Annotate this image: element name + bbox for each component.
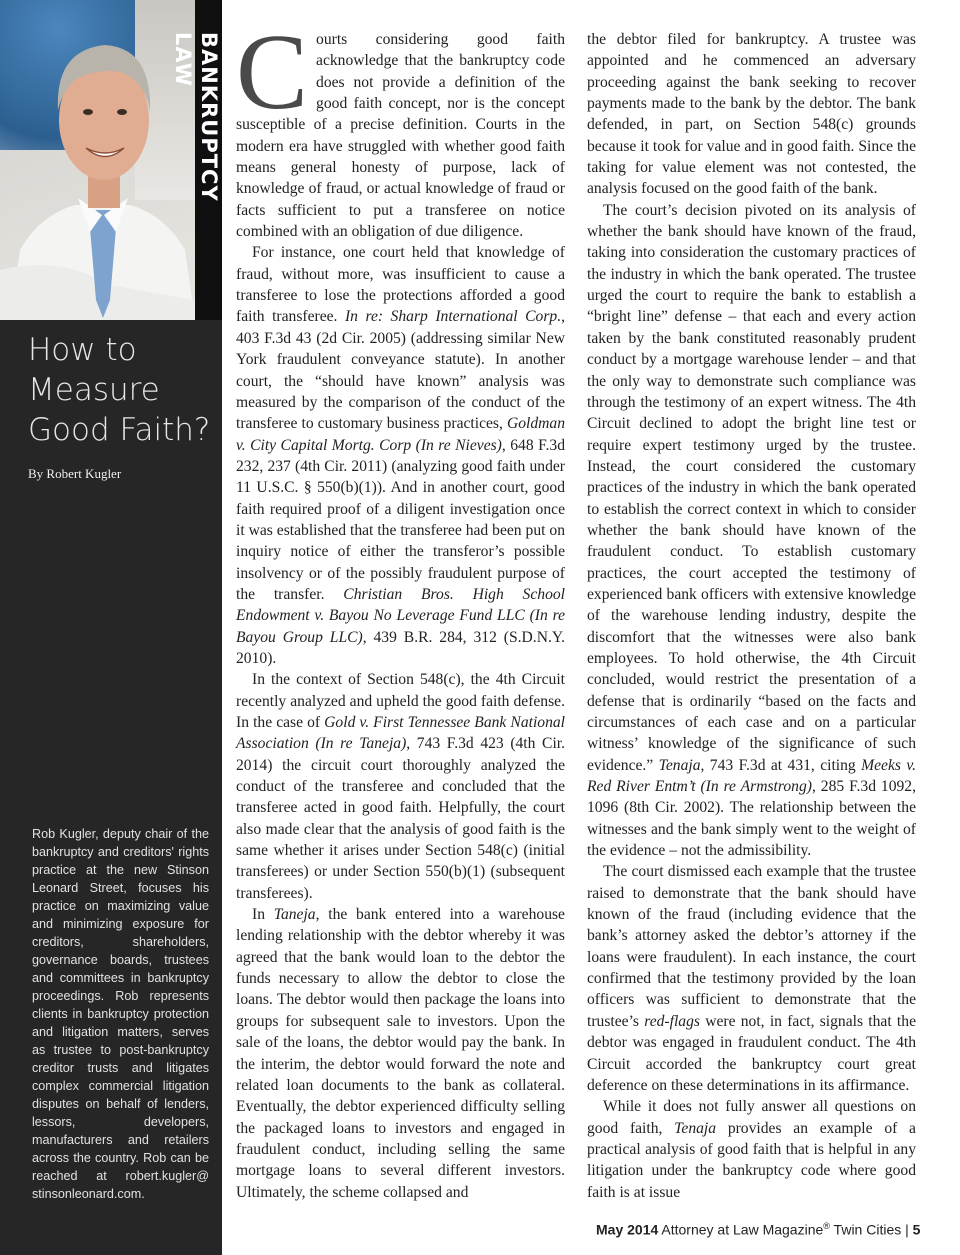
page-number: 5 xyxy=(912,1221,921,1238)
article-column-1 xyxy=(236,13,566,1203)
article-paragraph: In Taneja, the bank entered into a warehouse lending relationship with the debtor whereby it was agreed that the bank would loan to the debtor the funds necessary to allow the debtor to close the loans. The debtor would then package the loans into groups for subsequent sale to investors. Upon the sale of the loans, the debtor would pay the bank. In the interim, the debtor would forward the note and related loan documents to the bank as collateral. Eventually, the debtor experienced difficulty selling the packaged loans to investors and engaged in fraudulent conduct, including selling the same mortgage loans to several different investors. Ultimately, the scheme collapsed and xyxy=(236,906,565,1201)
article-paragraph: In the context of Section 548(c), the 4th Circuit recently analyzed and upheld the good faith defense. In the case of Gold v. First Tennessee Bank National Association (In re Taneja), 743 F.3d 423 (4th Cir. 2014) the circuit court thoroughly analyzed the conduct of the transferee and concluded that the transferee acted in good faith. Helpfully, the court also made clear that the analysis of good faith is the same whether it arises under Section 548(c) (initial transferees) or under Section 550(b)(1) (subsequent transferees). xyxy=(236,671,566,902)
author-photo xyxy=(0,0,195,320)
publication-name: Attorney at Law Magazine xyxy=(661,1221,824,1238)
article-paragraph: Courts considering good faith acknowledge that the bankruptcy code does not provide a definition of the good faith concept, nor is the concept susceptible of a precise definition. Courts in the modern era have struggled with whether good faith means general honesty of purpose, lack of knowledge of fraud, or actual knowledge of fraud or facts sufficient to put a transferee on notice combined with an obligation of due diligence. xyxy=(236,13,565,241)
section-label: BANKRUPTCY LAW xyxy=(171,32,221,202)
article-paragraph: While it does not fully answer all questions on good faith, Tenaja provides an example of a practical analysis of good faith that is helpful in any litigation under the bankruptcy code where good faith is at issue xyxy=(587,1098,916,1201)
article-headline: How to Measure Good Faith? xyxy=(28,332,211,448)
drop-cap: C xyxy=(236,13,309,132)
article-column-2 xyxy=(587,29,916,1203)
byline: By Robert Kugler xyxy=(28,466,122,481)
article-paragraph: For instance, one court held that knowledge of fraud, without more, was insufficient to cause a transferee to lose the protections afforded a good faith transferee. In re: Sharp International Corp., 403 F.3d 43 (2d Cir. 2005) (addressing similar New York fraudulent conveyance statute). In another court, the “should have known” analysis was measured by the comparison of the conduct of the transferee to customary business practices, Goldman v. City Capital Mortg. Corp (In re Nieves), 648 F.3d 232, 237 (4th Cir. 2011) (analyzing good faith under 11 U.S.C. § 550(b)(1)). And in another court, good faith required proof of a diligent investigation once it was established that the transferee had been put on inquiry notice of either the transferor’s possible insolvency or of the possibly fraudulent purpose of the transfer. Christian Bros. High School Endowment v. Bayou No Leverage Fund LLC (In re Bayou Group LLC), 439 B.R. 284, 312 (S.D.N.Y. 2010). xyxy=(236,244,565,667)
article-paragraph: The court dismissed each example that the trustee raised to demonstrate that the bank should have known of the fraud (including evidence that the bank’s attorney asked the debtor’s attorney if the loans were fraudulent). In each instance, the court confirmed that the testimony provided by the loan officers was sufficient to demonstrate that the trustee’s red-flags were not, in fact, signals that the debtor was engaged in fraudulent conduct. The 4th Circuit accorded the bankruptcy court great deference on these determinations in its affirmance. xyxy=(587,863,916,1094)
author-sidebar xyxy=(0,0,222,1255)
article-paragraph: The court’s decision pivoted on its analysis of whether the bank should have known of the fraud, taking into consideration the customary practices of the industry in which the bank operated. The trustee urged the court to require the bank to establish a “bright line” defense – that each and every action taken by the bank constituted reasonably prudent conduct by a mortgage warehouse lender – and that the only way to demonstrate such compliance was through the testimony of an expert witness. The 4th Circuit declined to adopt the bright line test or require expert testimony urged by the trustee. Instead, the court considered the customary practices of the industry in which the bank operated to establish the correct context in which to consider whether the bank should have known of the fraudulent conduct. To establish customary practices, the court accepted the testimony of experienced bank officers with extensive knowledge of the warehouse lending industry, despite the discomfort that the witnesses were also bank employees. To hold otherwise, the 4th Circuit concluded, would restrict the presentation of a defense that is ordinarily “based on the facts and circumstances of each case and on a particular witness’ knowledge of the significance of such evidence.” Tenaja, 743 F.3d at 431, citing Meeks v. Red River Entm’t (In re Armstrong), 285 F.3d 1092, 1096 (8th Cir. 2002). The relationship between the witnesses and the bank simply went to the weight of the evidence – not the admissibility. xyxy=(587,201,916,860)
author-portrait-illustration xyxy=(0,0,195,320)
registered-mark: ® xyxy=(823,1221,830,1231)
edition-name: Twin Cities | xyxy=(829,1221,909,1238)
issue-date: May 2014 xyxy=(596,1221,659,1238)
author-bio: Rob Kugler, deputy chair of the bankruptcy and creditors' rights practice at the new Stinson Leonard Street, focuses his practice on maximizing value and minimizing exposure for creditors, shareholders, governance boards, trustees and committees in bankruptcy proceedings. Rob represents clients in bankruptcy protection and litigation matters, serves as trustee to post-bankruptcy creditor trusts and litigates complex commercial litigation disputes on behalf of lenders, lessors, developers, manufacturers and retailers across the country. Rob can be reached at robert.kugler@ stinsonleonard.com. xyxy=(32,827,209,1201)
article-paragraph: the debtor filed for bankruptcy. A trustee was appointed and he commenced an adversary proceeding against the bank seeking to recover payments made to the bank by the debtor. The bank defended, in part, on Section 548(c) grounds because it took for value and in good faith. Since the taking for value element was not contested, the analysis focused on the good faith of the bank. xyxy=(587,31,916,198)
page-footer xyxy=(596,1221,920,1238)
